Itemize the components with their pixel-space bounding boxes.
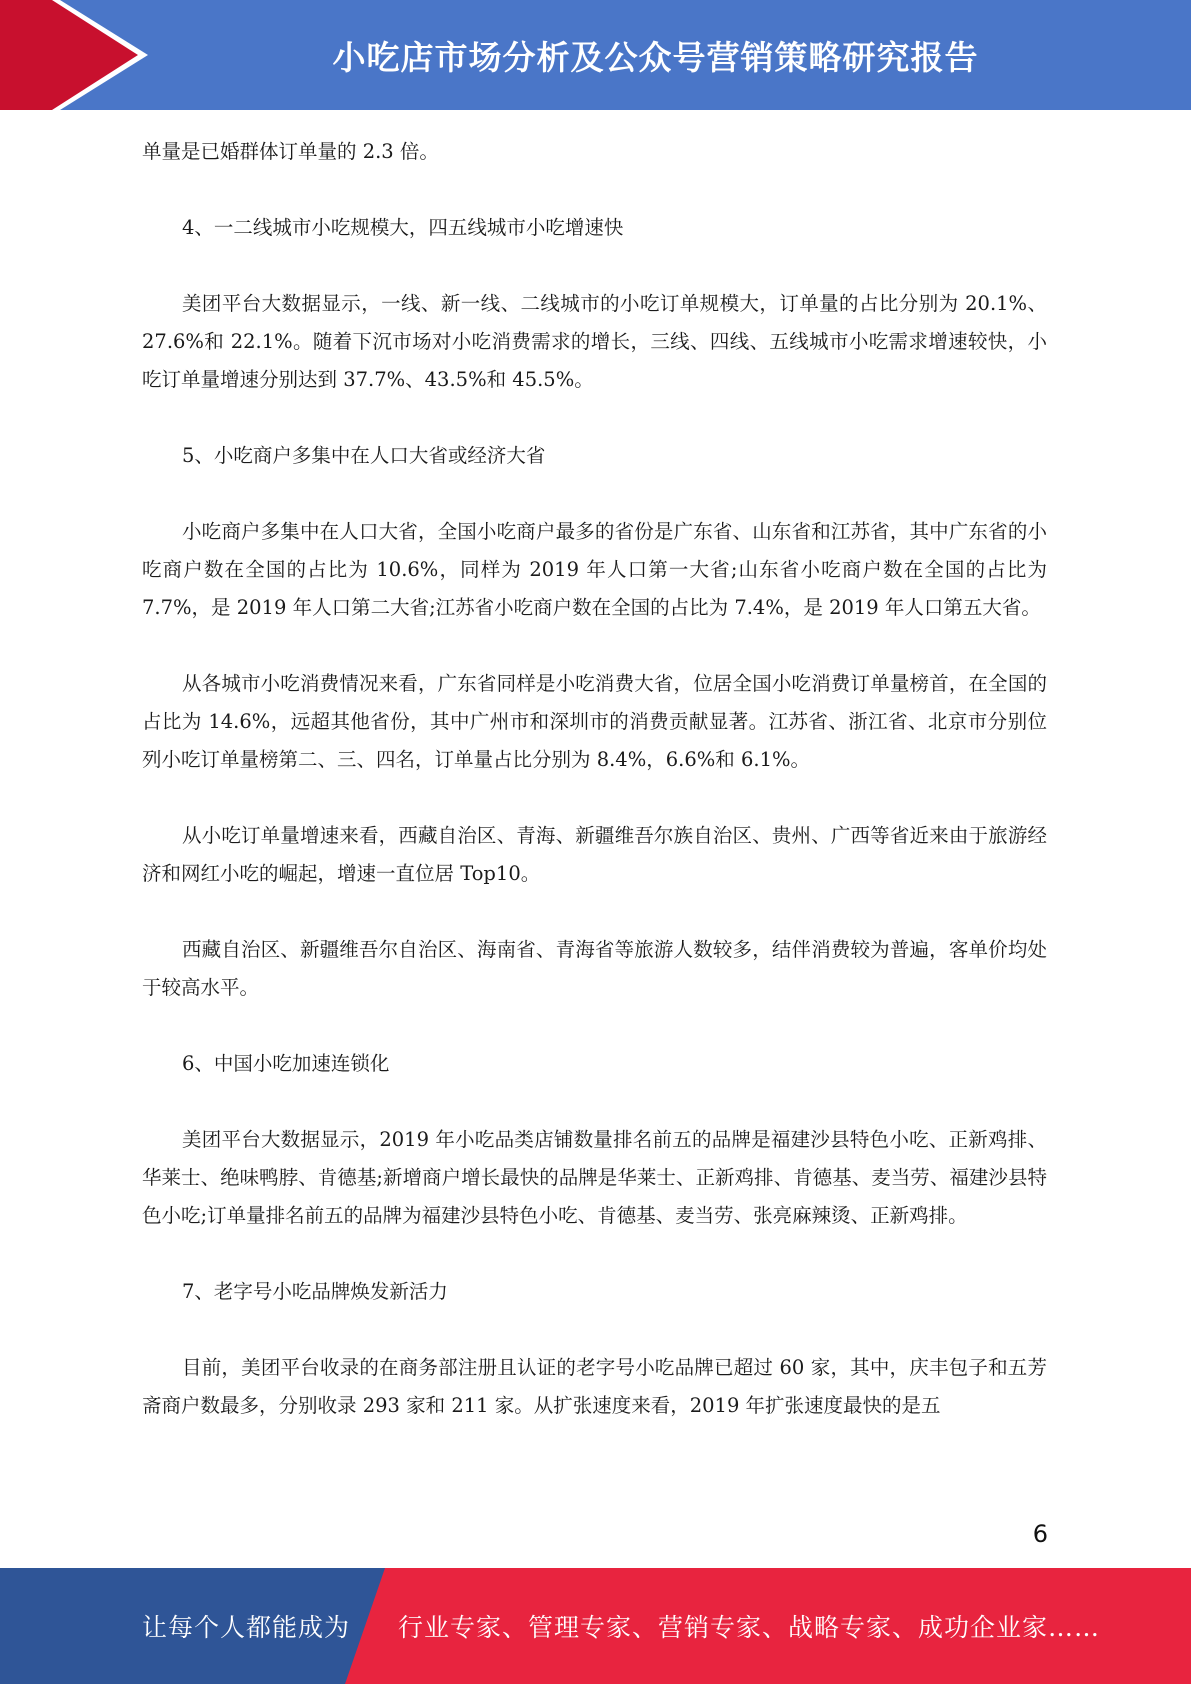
body-paragraph: 目前，美团平台收录的在商务部注册且认证的老字号小吃品牌已超过 60 家，其中，庆丰包子和五芳斋商户数最多，分别收录 293 家和 211 家。从扩张速度来看，2019 年扩张速度最快的是五 (142, 1356, 1047, 1417)
body-paragraph: 美团平台大数据显示，一线、新一线、二线城市的小吃订单规模大，订单量的占比分别为 20.1%、27.6%和 22.1%。随着下沉市场对小吃消费需求的增长，三线、四线、五线城市小吃需求增速较快，小吃订单量增速分别达到 37.7%、43.5%和 45.5%。 (142, 292, 1047, 391)
page-footer (0, 1568, 1191, 1684)
body-paragraph: 西藏自治区、新疆维吾尔自治区、海南省、青海省等旅游人数较多，结伴消费较为普遍，客单价均处于较高水平。 (142, 938, 1047, 999)
section-heading-7: 7、老字号小吃品牌焕发新活力 (182, 1280, 448, 1303)
section-heading-6: 6、中国小吃加速连锁化 (182, 1052, 390, 1075)
page-number: 6 (1032, 1520, 1048, 1548)
footer-slogan-left: 让每个人都能成为 (142, 1613, 351, 1642)
footer-slogan-right: 行业专家、管理专家、营销专家、战略专家、成功企业家…… (398, 1613, 1101, 1642)
body-paragraph: 美团平台大数据显示，2019 年小吃品类店铺数量排名前五的品牌是福建沙县特色小吃、正新鸡排、华莱士、绝味鸭脖、肯德基;新增商户增长最快的品牌是华莱士、正新鸡排、肯德基、麦当劳、福建沙县特色小吃;订单量排名前五的品牌为福建沙县特色小吃、肯德基、麦当劳、张亮麻辣烫、正新鸡排。 (142, 1128, 1047, 1227)
document-body (142, 133, 1047, 1425)
section-heading-5: 5、小吃商户多集中在人口大省或经济大省 (182, 444, 546, 467)
body-paragraph: 从各城市小吃消费情况来看，广东省同样是小吃消费大省，位居全国小吃消费订单量榜首，在全国的占比为 14.6%，远超其他省份，其中广州市和深圳市的消费贡献显著。江苏省、浙江省、北京市分别位列小吃订单量榜第二、三、四名，订单量占比分别为 8.4%，6.6%和 6.1%。 (142, 672, 1047, 771)
section-heading-4: 4、一二线城市小吃规模大，四五线城市小吃增速快 (182, 216, 624, 239)
paragraph-continuation: 单量是已婚群体订单量的 2.3 倍。 (142, 140, 439, 163)
page-header (0, 0, 1191, 110)
body-paragraph: 从小吃订单量增速来看，西藏自治区、青海、新疆维吾尔族自治区、贵州、广西等省近来由于旅游经济和网红小吃的崛起，增速一直位居 Top10。 (142, 824, 1047, 885)
report-title: 小吃店市场分析及公众号营销策略研究报告 (332, 37, 979, 77)
header-chevron-decoration (0, 0, 160, 110)
body-paragraph: 小吃商户多集中在人口大省，全国小吃商户最多的省份是广东省、山东省和江苏省，其中广东省的小吃商户数在全国的占比为 10.6%，同样为 2019 年人口第一大省;山东省小吃商户数在全国的占比为 7.7%，是 2019 年人口第二大省;江苏省小吃商户数在全国的占比为 7.4%，是 2019 年人口第五大省。 (142, 520, 1047, 619)
